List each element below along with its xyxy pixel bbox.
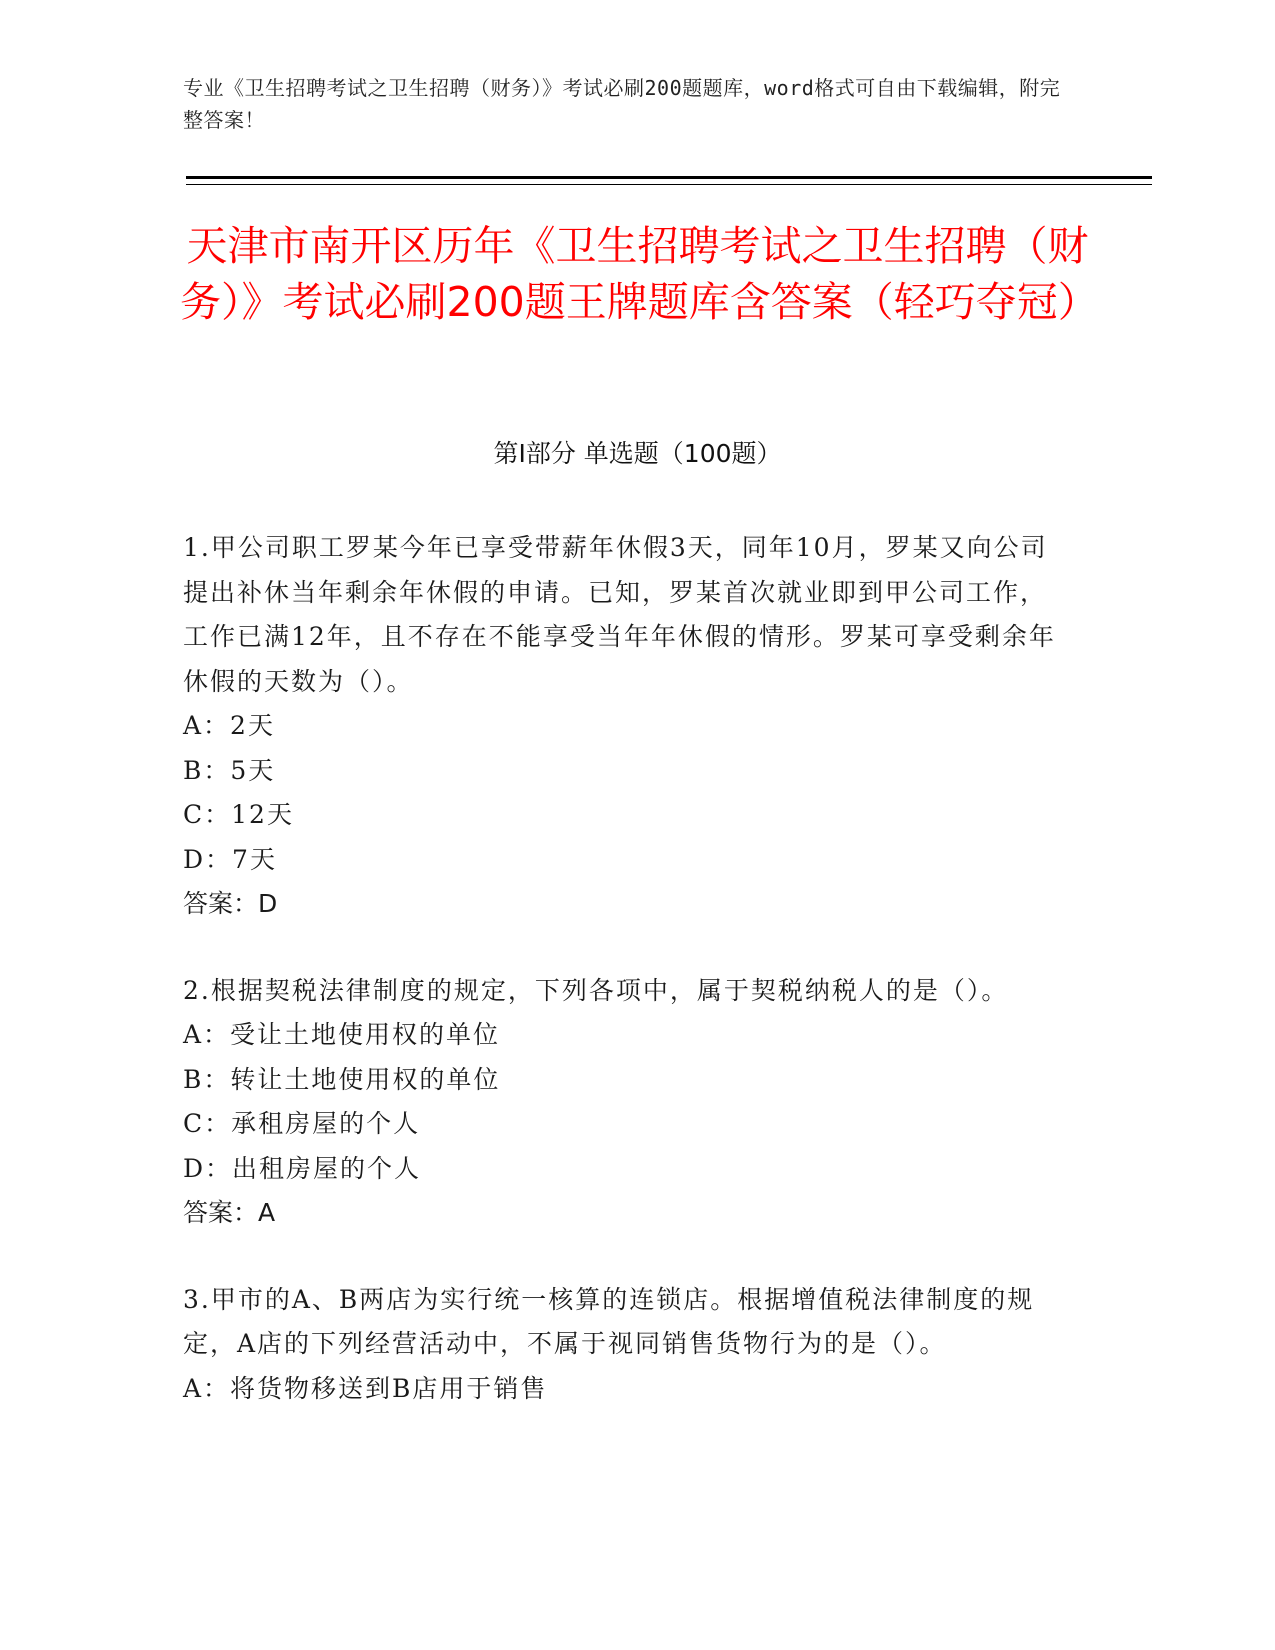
header-rule-thick [186,176,1152,179]
option-b: B：5天 [183,755,276,785]
option-a: A：受让土地使用权的单位 [183,1020,501,1049]
document-title: 天津市南开区历年《卫生招聘考试之卫生招聘（财务）》考试必刷200题王牌题库含答案（轻巧夺冠） [180,222,1099,326]
option-b: B：转让土地使用权的单位 [183,1064,501,1094]
question-3 [183,1278,1063,1412]
question-gap [183,927,1063,969]
question-stem: 3.甲市的A、B两店为实行统一核算的连锁店。根据增值税法律制度的规定，A店的下列经营活动中，不属于视同销售货物行为的是（）。 [183,1284,1035,1358]
option-a: A：将货物移送到B店用于销售 [183,1373,548,1403]
header-note: 专业《卫生招聘考试之卫生招聘（财务）》考试必刷200题题库，word格式可自由下载编辑，附完整答案！ [183,76,1061,132]
option-a: A：2天 [183,711,275,740]
header-rule-thin [186,184,1152,185]
question-1 [183,526,1063,927]
option-d: D：出租房屋的个人 [183,1153,422,1183]
answer-line: 答案：D [183,889,278,918]
option-d: D：7天 [183,844,277,874]
question-list [183,526,1063,1411]
question-stem: 1.甲公司职工罗某今年已享受带薪年休假3天，同年10月，罗某又向公司提出补休当年剩余年休假的申请。已知，罗某首次就业即到甲公司工作，工作已满12年，且不存在不能享受当年年休假的情形。罗某可享受剩余年休假的天数为（）。 [183,533,1056,696]
question-2 [183,969,1063,1236]
question-gap [183,1236,1063,1278]
question-stem: 2.根据契税法律制度的规定，下列各项中，属于契税纳税人的是（）。 [183,975,1009,1005]
answer-line: 答案：A [183,1198,276,1227]
option-c: C：12天 [183,800,294,829]
section-title: 第Ⅰ部分 单选题（100题） [493,439,782,468]
option-c: C：承租房屋的个人 [183,1109,421,1138]
